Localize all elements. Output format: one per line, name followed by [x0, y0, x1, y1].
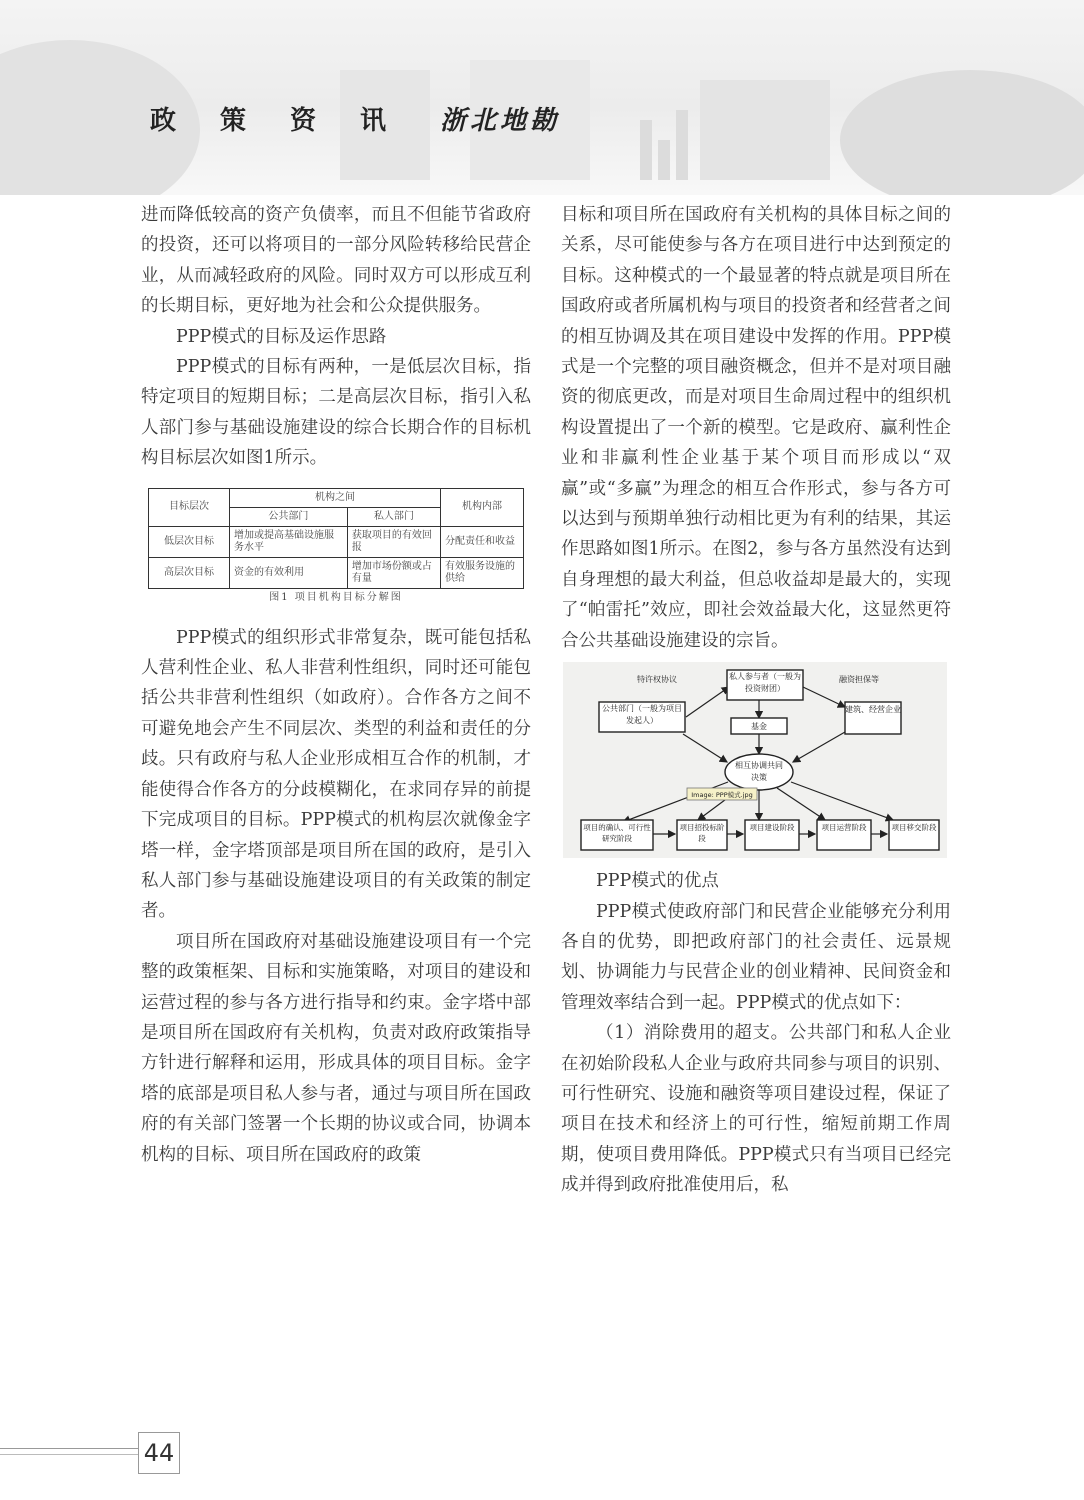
banner-map-shape [840, 70, 1084, 195]
section-heading: PPP模式的优点 [596, 871, 719, 892]
diagram-stage-text: 项目移交阶段 [891, 823, 937, 833]
diagram-text-private: 私人参与者（一般为投资财团） [729, 672, 801, 694]
section-heading: PPP模式的目标及运作思路 [176, 326, 387, 347]
diagram-label-loan: 融资担保等 [839, 675, 879, 685]
table-cell: 低层次目标 [149, 526, 230, 557]
ppp-operation-diagram [563, 662, 947, 858]
banner-panel [700, 80, 830, 180]
table-header-private: 私人部门 [347, 507, 440, 526]
table-row [149, 557, 524, 588]
table-cell: 有效服务设施的供给 [441, 557, 524, 588]
diagram-stage-text: 项目招投标阶段 [679, 823, 725, 844]
section-title-char: 讯 [360, 105, 387, 136]
left-column [141, 200, 531, 1170]
section-title-char: 资 [290, 105, 317, 136]
diagram-stage-text: 项目的确认、可行性研究阶段 [583, 823, 651, 844]
table-header-internal: 机构内部 [441, 488, 524, 526]
right-column [561, 200, 951, 1201]
paragraph: 目标和项目所在国政府有关机构的具体目标之间的关系，尽可能使参与各方在项目进行中达到预定的目标。这种模式的一个最显著的特点就是项目所在国政府或者所属机构与项目的投资者和经营者之间的相互协调及其在项目建设中发挥的作用。PPP模式是一个完整的项目融资概念，但并不是对项目融资的彻底更改，而是对项目生命周过程中的组织机构设置提出了一个新的模型。它是政府、赢利性企业和非赢利性企业基于某个项目而形成以“双赢”或“多赢”为理念的相互合作形式，参与各方可以达到与预期单独行动相比更为有利的结果，其运作思路如图1所示。在图2，参与各方虽然没有达到自身理想的最大利益，但总收益却是最大的，实现了“帕雷托”效应，即社会效益最大化，这显然更符合公共基础设施建设的宗旨。 [561, 205, 951, 651]
section-title-char: 策 [220, 105, 247, 136]
table-cell: 获取项目的有效回报 [347, 526, 440, 557]
banner-chart-bar [676, 110, 688, 180]
section-title-char: 政 [150, 105, 177, 136]
diagram-stage-text: 项目建设阶段 [749, 823, 795, 833]
table-row [149, 526, 524, 557]
footer-rule [0, 1454, 138, 1455]
image-tag-text: Image: PPP模式.jpg [691, 791, 753, 800]
table-cell: 分配责任和收益 [441, 526, 524, 557]
table-header-between: 机构之间 [230, 488, 441, 507]
goal-table [148, 488, 524, 589]
table-cell: 增加或提高基础设施服务水平 [230, 526, 348, 557]
brand-name: 浙北地勘 [440, 105, 561, 136]
table-cell: 资金的有效利用 [230, 557, 348, 588]
paragraph: PPP模式使政府部门和民营企业能够充分利用各自的优势，即把政府部门的社会责任、远景规划、协调能力与民营企业的创业精神、民间资金和管理效率结合到一起。PPP模式的优点如下： [561, 901, 951, 1013]
paragraph: PPP模式的组织形式非常复杂，既可能包括私人营利性企业、私人非营利性组织，同时还可能包括公共非营利性组织（如政府）。合作各方之间不可避免地会产生不同层次、类型的利益和责任的分歧。只有政府与私人企业形成相互合作的机制，才能使得合作各方的分歧模糊化，在求同存异的前提下完成项目的目标。PPP模式的机构层次就像金字塔一样，金字塔顶部是项目所在国的政府，是引入私人部门参与基础设施建设项目的有关政策的制定者。 [141, 627, 531, 922]
diagram-text-center: 相互协调共同决策 [735, 761, 783, 783]
diagram-text-construction: 建筑、经营企业 [845, 705, 901, 715]
paragraph: 项目所在国政府对基础设施建设项目有一个完整的政策框架、目标和实施策略，对项目的建设和运营过程的参与各方进行指导和约束。金字塔中部是项目所在国政府有关机构，负责对政府政策指导方针进行解释和运用，形成具体的项目目标。金字塔的底部是项目私人参与者，通过与项目所在国政府的有关部门签署一个长期的协议或合同，协调本机构的目标、项目所在国政府的政策 [141, 931, 531, 1165]
paragraph: 进而降低较高的资产负债率，而且不但能节省政府的投资，还可以将项目的一部分风险转移给民营企业，从而减轻政府的风险。同时双方可以形成互利的长期目标，更好地为社会和公众提供服务。 [141, 205, 531, 317]
diagram-text-public: 公共部门（一般为项目发起人） [602, 704, 682, 726]
figure-caption: 图1 项目机构目标分解图 [269, 591, 403, 603]
table-cell: 增加市场份额或占有量 [347, 557, 440, 588]
section-title [150, 100, 560, 136]
diagram-stage-text: 项目运营阶段 [821, 823, 867, 833]
table-header-level: 目标层次 [149, 488, 230, 526]
diagram-text-fund: 基金 [751, 722, 767, 732]
table-cell: 高层次目标 [149, 557, 230, 588]
banner-chart-bar [640, 120, 652, 180]
banner-chart-bar [658, 140, 670, 180]
paragraph: （1）消除费用的超支。公共部门和私人企业在初始阶段私人企业与政府共同参与项目的识别、可行性研究、设施和融资等项目建设过程，保证了项目在技术和经济上的可行性，缩短前期工作周期，使项目费用降低。PPP模式只有当项目已经完成并得到政府批准使用后，私 [561, 1023, 951, 1196]
page-number: 44 [138, 1432, 180, 1474]
paragraph: PPP模式的目标有两种，一是低层次目标，指特定项目的短期目标；二是高层次目标，指引入私人部门参与基础设施建设的综合长期合作的目标机构目标层次如图1所示。 [141, 357, 531, 469]
diagram-label-franchise: 特许权协议 [637, 675, 677, 685]
header-banner [0, 0, 1084, 195]
table-header-public: 公共部门 [230, 507, 348, 526]
footer-rule [0, 1448, 138, 1449]
